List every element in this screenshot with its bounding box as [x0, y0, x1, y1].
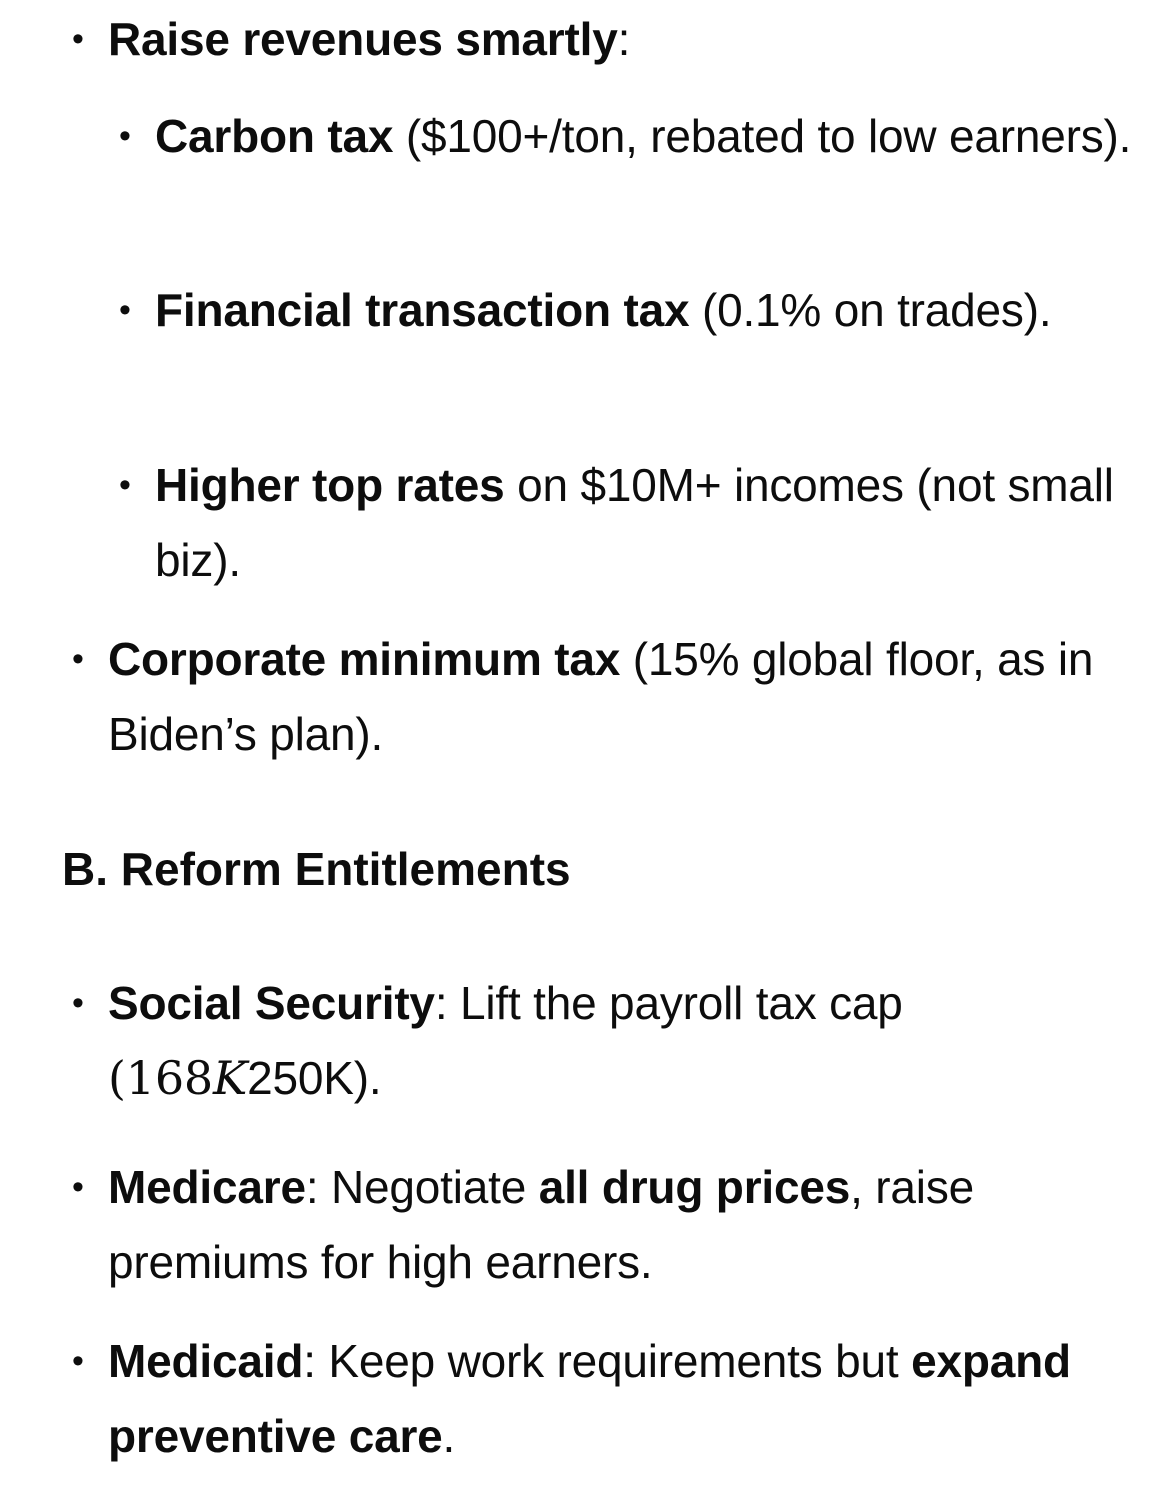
medicare-label: Medicare	[108, 1161, 306, 1213]
list-item-medicare	[72, 1150, 1138, 1300]
bullet: •	[119, 291, 131, 329]
medicaid-text-end: .	[442, 1410, 456, 1462]
higher-top-rates-text: on $10M+ incomes (not small biz).	[155, 459, 1114, 586]
sub-list-item-financial-transaction-tax	[119, 273, 1145, 348]
bullet: •	[119, 117, 131, 155]
math-open-paren: (	[108, 1051, 126, 1105]
bullet: •	[119, 466, 131, 504]
list-item-social-security	[72, 966, 1138, 1116]
sub-list-item-carbon-tax	[119, 99, 1145, 174]
math-number: 168	[125, 1051, 213, 1105]
financial-transaction-tax-text: (0.1% on trades).	[689, 284, 1052, 336]
bullet: •	[72, 984, 84, 1022]
social-security-text: : Lift the payroll tax cap	[434, 977, 903, 1029]
medicaid-emphasis: expand preventive care	[108, 1335, 1071, 1462]
carbon-tax-text: ($100+/ton, rebated to low earners).	[393, 110, 1132, 162]
social-security-label: Social Security	[108, 977, 435, 1029]
corporate-minimum-tax-label: Corporate minimum tax	[108, 633, 621, 685]
list-item-medicaid	[72, 1324, 1138, 1474]
financial-transaction-tax-label: Financial transaction tax	[155, 284, 690, 336]
medicare-text: : Negotiate	[305, 1161, 539, 1213]
bullet: •	[72, 640, 84, 678]
bullet: •	[72, 1168, 84, 1206]
medicaid-label: Medicaid	[108, 1335, 304, 1387]
raise-revenues-colon: :	[617, 13, 631, 65]
medicare-text-end: , raise premiums for high earners.	[108, 1161, 975, 1288]
social-security-text-after: 250K).	[247, 1052, 382, 1104]
medicaid-text: : Keep work requirements but	[303, 1335, 912, 1387]
list-item-raise-revenues	[72, 2, 1138, 77]
section-heading-reform-entitlements: B. Reform Entitlements	[62, 843, 571, 895]
sub-list-item-higher-top-rates	[119, 448, 1145, 598]
math-variable: K	[212, 1051, 248, 1105]
higher-top-rates-label: Higher top rates	[155, 459, 505, 511]
bullet: •	[72, 20, 84, 58]
list-item-corporate-minimum-tax	[72, 622, 1138, 772]
carbon-tax-label: Carbon tax	[155, 110, 394, 162]
corporate-minimum-tax-text: (15% global floor, as in Biden’s plan).	[108, 633, 1094, 760]
medicare-emphasis: all drug prices	[538, 1161, 851, 1213]
bullet: •	[72, 1342, 84, 1380]
raise-revenues-label: Raise revenues smartly	[108, 13, 618, 65]
